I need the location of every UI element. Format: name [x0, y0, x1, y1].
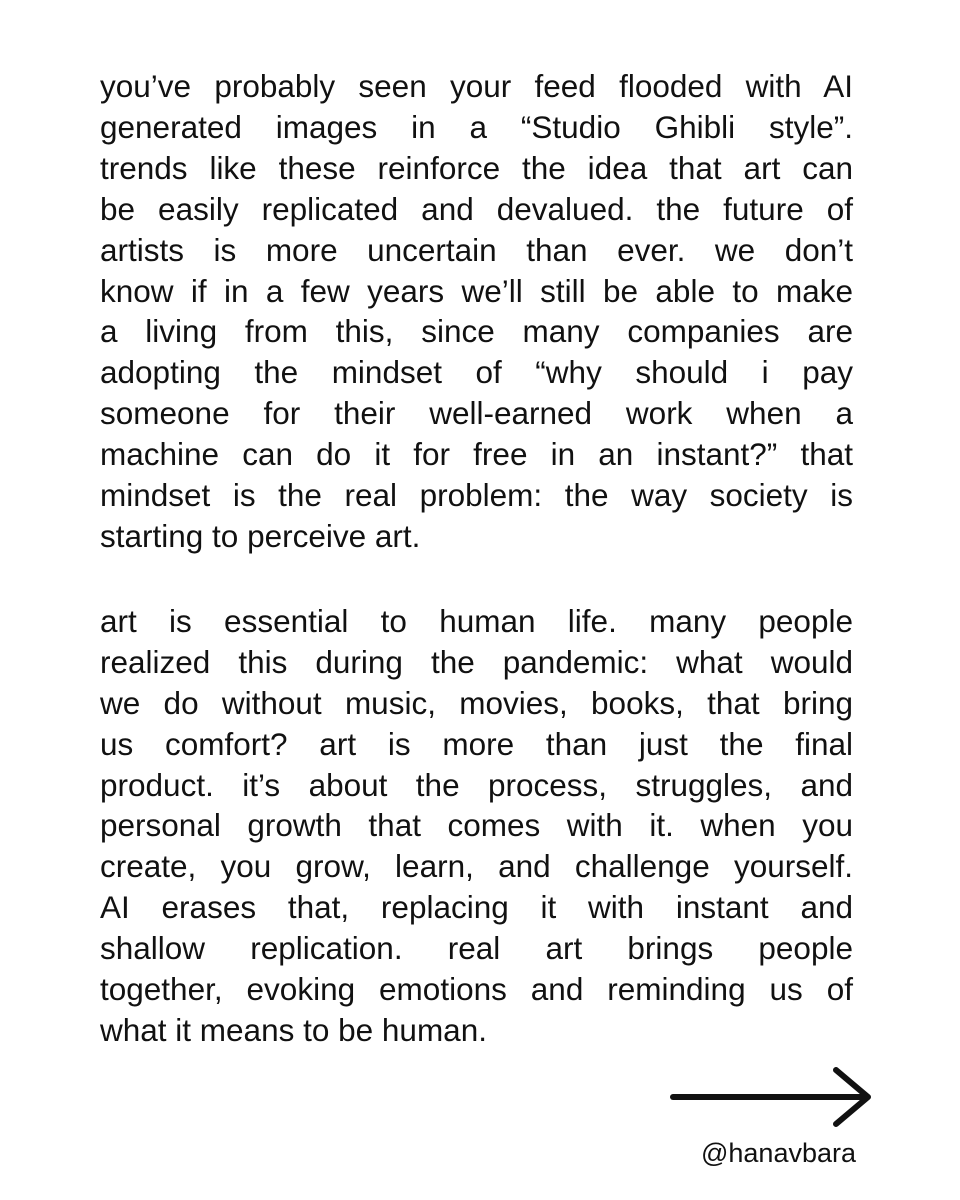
post-body — [100, 66, 853, 1051]
text-line: someone for their well-earned work when a — [100, 395, 853, 432]
text-line: create, you grow, learn, and challenge yourself. — [100, 848, 853, 885]
text-line: a living from this, since many companies are — [100, 313, 853, 350]
text-line: trends like these reinforce the idea that art can — [100, 149, 853, 186]
text-line: generated images in a “Studio Ghibli style”. — [100, 108, 853, 145]
text-line: us comfort? art is more than just the final — [100, 725, 853, 762]
text-line: realized this during the pandemic: what would — [100, 643, 853, 680]
text-line: together, evoking emotions and reminding us of — [100, 971, 853, 1008]
text-line: you’ve probably seen your feed flooded with AI — [100, 68, 853, 104]
text-line: art is essential to human life. many people — [100, 602, 853, 639]
text-line: AI erases that, replacing it with instant and — [100, 889, 853, 926]
text-line: we do without music, movies, books, that bring — [100, 684, 853, 721]
text-line: artists is more uncertain than ever. we don’t — [100, 231, 853, 268]
paragraph-2 — [100, 601, 853, 1051]
text-line: product. it’s about the process, struggles, and — [100, 766, 853, 803]
text-line: starting to perceive art. — [100, 517, 421, 554]
text-line: mindset is the real problem: the way society is — [100, 477, 853, 514]
text-line: personal growth that comes with it. when you — [100, 807, 853, 844]
text-line: machine can do it for free in an instant?” that — [100, 436, 853, 473]
text-line: shallow replication. real art brings people — [100, 930, 853, 967]
text-line: be easily replicated and devalued. the future of — [100, 190, 853, 227]
text-line: know if in a few years we’ll still be able to make — [100, 272, 853, 309]
arrow-right-icon[interactable] — [670, 1066, 875, 1128]
paragraph-1 — [100, 66, 853, 557]
author-handle[interactable]: @hanavbara — [700, 1138, 856, 1168]
text-line: adopting the mindset of “why should i pay — [100, 354, 853, 391]
text-line: what it means to be human. — [100, 1011, 487, 1048]
